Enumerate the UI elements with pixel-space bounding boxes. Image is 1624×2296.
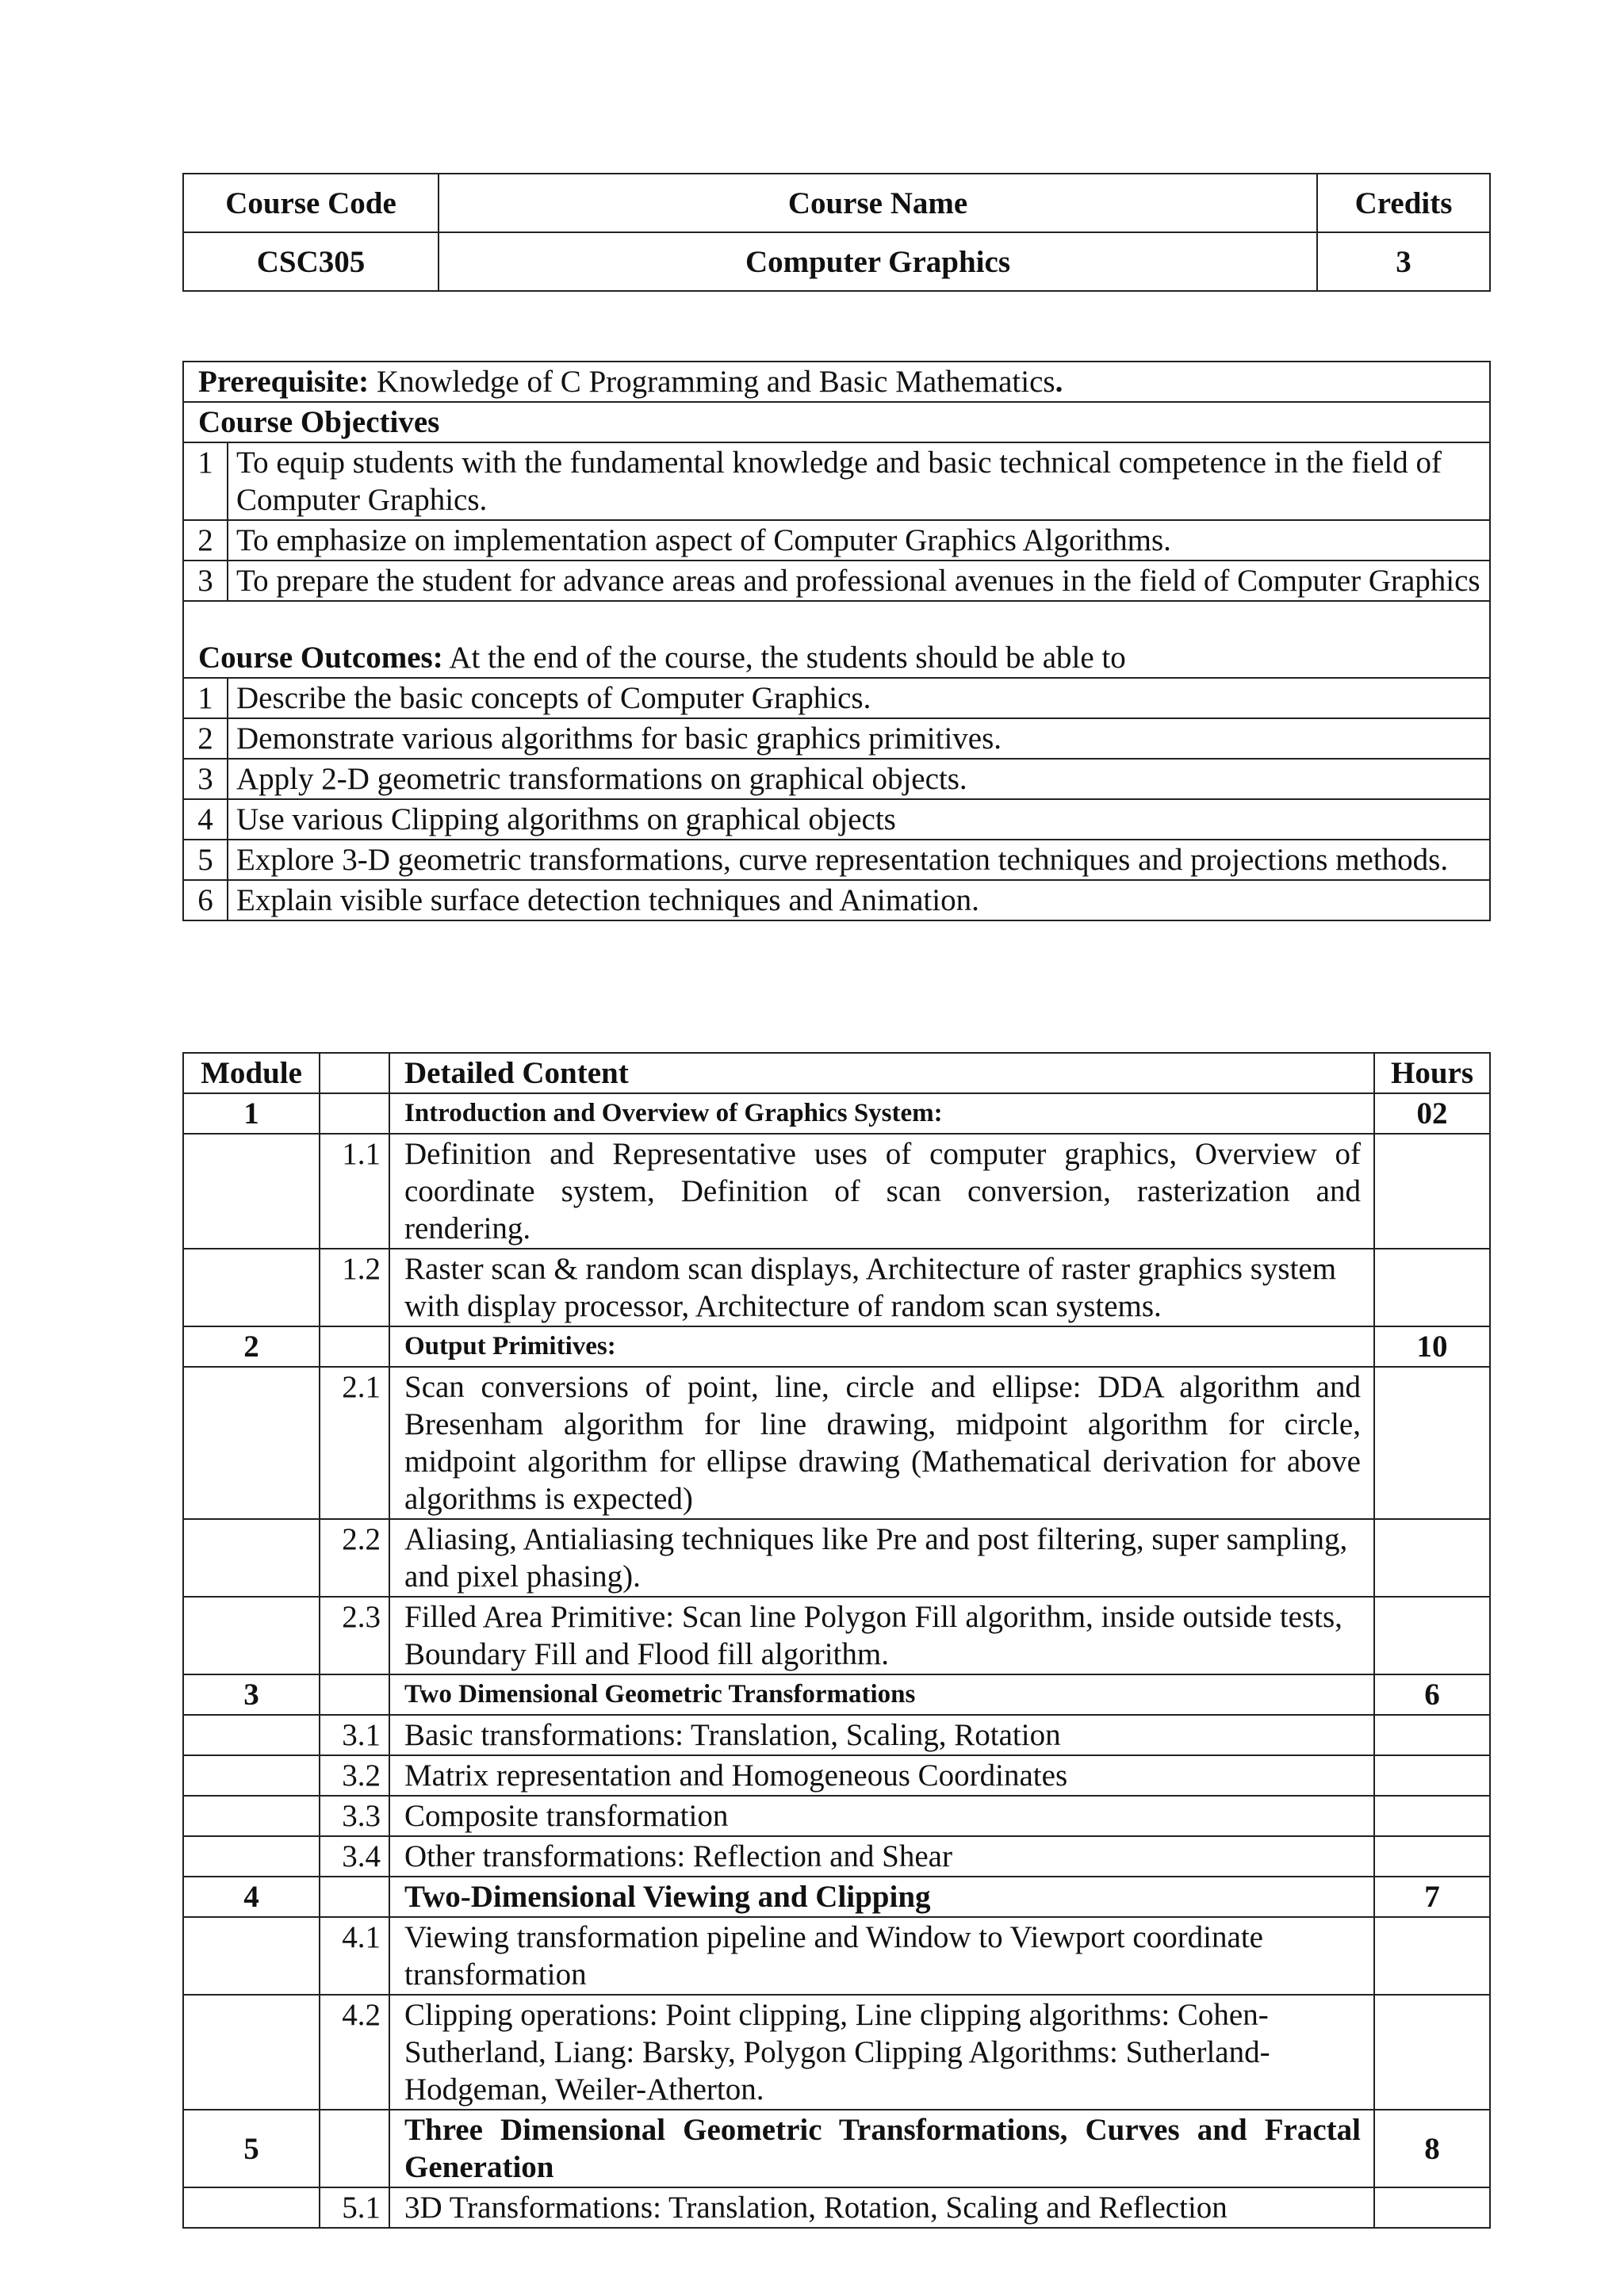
submodule-content: Aliasing, Antialiasing techniques like Pre and post filtering, super sampling, and pixel phasing). [389,1519,1374,1597]
outcome-text: Use various Clipping algorithms on graphical objects [228,799,1490,840]
submodule-content: Filled Area Primitive: Scan line Polygon Fill algorithm, inside outside tests, Boundary Fill and Flood fill algorithm. [389,1597,1374,1674]
empty-cell [1374,1597,1490,1674]
submodule-number: 5.1 [320,2187,389,2228]
outcome-number: 3 [183,759,228,799]
submodule-content: Definition and Representative uses of computer graphics, Overview of coordinate system, Definition of scan conversion, rasterization and rendering. [389,1134,1374,1249]
prerequisite [183,362,1490,402]
empty-cell [1374,1134,1490,1249]
module-hours: 8 [1374,2110,1490,2187]
modules-table [182,1052,1491,2229]
submodule-number: 4.2 [320,1995,389,2110]
module-hours: 6 [1374,1674,1490,1715]
modules-header-row [183,1053,1490,1093]
submodule-number: 3.3 [320,1796,389,1836]
prerequisite-row [183,362,1490,402]
objectives-title-row [183,402,1490,442]
outcome-text: Describe the basic concepts of Computer Graphics. [228,678,1490,718]
empty-cell [1374,1755,1490,1796]
empty-cell [1374,1367,1490,1519]
empty-cell [183,1519,320,1597]
empty-cell [1374,1519,1490,1597]
submodule-number: 1.1 [320,1134,389,1249]
objectives-title: Course Objectives [183,402,1490,442]
empty-cell [183,1917,320,1995]
sub-number-header [320,1053,389,1093]
submodule-row [183,1796,1490,1836]
outcome-number: 5 [183,840,228,880]
submodule-number: 2.1 [320,1367,389,1519]
objective-row [183,442,1490,520]
submodule-row [183,1519,1490,1597]
module-title: Output Primitives: [389,1326,1374,1367]
module-row [183,1326,1490,1367]
submodule-row [183,1249,1490,1326]
module-number: 5 [183,2110,320,2187]
module-number: 1 [183,1093,320,1134]
content-header: Detailed Content [389,1053,1374,1093]
empty-cell [320,1877,389,1917]
objective-row [183,520,1490,561]
empty-cell [183,1249,320,1326]
submodule-row [183,1755,1490,1796]
module-number: 4 [183,1877,320,1917]
hours-header: Hours [1374,1053,1490,1093]
outcome-text: Explain visible surface detection techniques and Animation. [228,880,1490,920]
prerequisite-label: Prerequisite: [198,365,370,399]
module-title: Three Dimensional Geometric Transformations, Curves and Fractal Generation [389,2110,1374,2187]
empty-cell [320,1326,389,1367]
empty-cell [1374,1995,1490,2110]
objective-text: To equip students with the fundamental knowledge and basic technical competence in the field of Computer Graphics. [228,442,1490,520]
empty-cell [1374,1796,1490,1836]
submodule-number: 2.3 [320,1597,389,1674]
module-hours: 02 [1374,1093,1490,1134]
course-info-row [183,232,1490,291]
outcome-row [183,759,1490,799]
module-title: Introduction and Overview of Graphics System: [389,1093,1374,1134]
objective-text: To prepare the student for advance areas and professional avenues in the field of Computer Graphics [228,561,1490,601]
course-info-header-row [183,174,1490,232]
objective-number: 1 [183,442,228,520]
empty-cell [1374,1836,1490,1877]
empty-cell [1374,1715,1490,1755]
outcome-number: 4 [183,799,228,840]
empty-cell [1374,2187,1490,2228]
submodule-row [183,1917,1490,1995]
objective-number: 3 [183,561,228,601]
submodule-content: Other transformations: Reflection and Shear [389,1836,1374,1877]
outcomes-intro [183,601,1490,678]
prerequisite-end: . [1055,365,1063,399]
outcome-row [183,718,1490,759]
outcome-row [183,880,1490,920]
empty-cell [183,2187,320,2228]
module-hours: 7 [1374,1877,1490,1917]
submodule-number: 1.2 [320,1249,389,1326]
empty-cell [183,1134,320,1249]
submodule-number: 3.1 [320,1715,389,1755]
credits-header: Credits [1317,174,1490,232]
submodule-number: 2.2 [320,1519,389,1597]
course-objectives-table [182,361,1491,921]
submodule-row [183,1836,1490,1877]
empty-cell [1374,1917,1490,1995]
outcomes-intro-text: At the end of the course, the students should be able to [442,641,1126,675]
objective-row [183,561,1490,601]
module-row [183,1877,1490,1917]
outcomes-label: Course Outcomes: [198,641,443,675]
empty-cell [183,1367,320,1519]
empty-cell [183,1715,320,1755]
submodule-row [183,1367,1490,1519]
empty-cell [320,1674,389,1715]
submodule-content: Clipping operations: Point clipping, Line clipping algorithms: Cohen-Sutherland, Liang: Barsky, Polygon Clipping Algorithms: Sutherland-Hodgeman, Weiler-Atherton. [389,1995,1374,2110]
submodule-row [183,1597,1490,1674]
submodule-content: Basic transformations: Translation, Scaling, Rotation [389,1715,1374,1755]
course-code: CSC305 [183,232,439,291]
empty-cell [183,1836,320,1877]
module-header: Module [183,1053,320,1093]
module-number: 2 [183,1326,320,1367]
outcome-text: Apply 2-D geometric transformations on graphical objects. [228,759,1490,799]
course-name: Computer Graphics [439,232,1317,291]
submodule-content: Raster scan & random scan displays, Architecture of raster graphics system with display processor, Architecture of random scan systems. [389,1249,1374,1326]
module-row [183,1093,1490,1134]
submodule-number: 3.2 [320,1755,389,1796]
submodule-row [183,1134,1490,1249]
empty-cell [183,1597,320,1674]
submodule-content: Composite transformation [389,1796,1374,1836]
empty-cell [1374,1249,1490,1326]
objective-text: To emphasize on implementation aspect of Computer Graphics Algorithms. [228,520,1490,561]
outcome-number: 6 [183,880,228,920]
outcome-row [183,840,1490,880]
outcome-row [183,678,1490,718]
empty-cell [183,1755,320,1796]
empty-cell [183,1796,320,1836]
module-number: 3 [183,1674,320,1715]
outcome-text: Demonstrate various algorithms for basic graphics primitives. [228,718,1490,759]
empty-cell [320,2110,389,2187]
module-row [183,1674,1490,1715]
outcome-number: 1 [183,678,228,718]
empty-cell [320,1093,389,1134]
module-title: Two-Dimensional Viewing and Clipping [389,1877,1374,1917]
submodule-content: Scan conversions of point, line, circle and ellipse: DDA algorithm and Bresenham algorithm for line drawing, midpoint algorithm for circle, midpoint algorithm for ellipse drawing (Mathematical derivation for above algorithms is expected) [389,1367,1374,1519]
submodule-row [183,2187,1490,2228]
module-hours: 10 [1374,1326,1490,1367]
module-title: Two Dimensional Geometric Transformations [389,1674,1374,1715]
submodule-content: Matrix representation and Homogeneous Coordinates [389,1755,1374,1796]
prerequisite-text: Knowledge of C Programming and Basic Mathematics [369,365,1055,399]
submodule-row [183,1715,1490,1755]
course-credits: 3 [1317,232,1490,291]
empty-cell [183,1995,320,2110]
course-info-table [182,173,1491,292]
module-row [183,2110,1490,2187]
outcome-text: Explore 3-D geometric transformations, curve representation techniques and projections methods. [228,840,1490,880]
submodule-row [183,1995,1490,2110]
submodule-content: Viewing transformation pipeline and Window to Viewport coordinate transformation [389,1917,1374,1995]
submodule-number: 3.4 [320,1836,389,1877]
course-code-header: Course Code [183,174,439,232]
objective-number: 2 [183,520,228,561]
submodule-content: 3D Transformations: Translation, Rotation, Scaling and Reflection [389,2187,1374,2228]
outcome-number: 2 [183,718,228,759]
course-name-header: Course Name [439,174,1317,232]
submodule-number: 4.1 [320,1917,389,1995]
outcome-row [183,799,1490,840]
outcomes-intro-row [183,601,1490,678]
